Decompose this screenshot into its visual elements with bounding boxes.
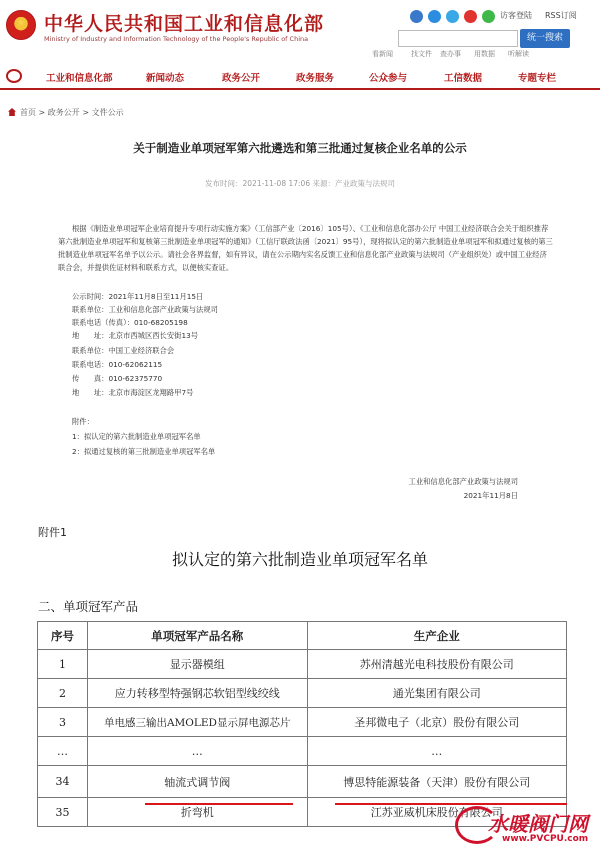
table-row bbox=[38, 766, 567, 798]
table-row bbox=[38, 737, 567, 766]
table-cell: 通光集团有限公司 bbox=[307, 679, 566, 708]
table-cell: 苏州清越光电科技股份有限公司 bbox=[307, 650, 566, 679]
highlight-underline bbox=[145, 803, 293, 805]
site-title[interactable]: 中华人民共和国工业和信息化部 bbox=[44, 13, 325, 35]
table-row bbox=[38, 650, 567, 679]
nav-item-topics[interactable]: 专题专栏 bbox=[518, 73, 557, 84]
nav-item-open-gov[interactable]: 政务公开 bbox=[222, 73, 261, 84]
table-cell: 圣邦微电子（北京）股份有限公司 bbox=[307, 708, 566, 737]
publish-meta: 发布时间：2021-11-08 17:06 来源：产业政策与法规司 bbox=[205, 179, 395, 188]
quick-link-interpret[interactable]: 听解读 bbox=[508, 50, 529, 58]
table-header-row bbox=[38, 622, 567, 650]
table-cell: 博思特能源装备（天津）股份有限公司 bbox=[307, 766, 566, 798]
home-icon bbox=[8, 108, 16, 116]
table-cell: 单电感三输出AMOLED显示屏电源芯片 bbox=[87, 708, 307, 737]
wechat-icon[interactable] bbox=[482, 10, 495, 23]
info-line: 传 真：010-62375770 bbox=[72, 374, 163, 383]
attachment-link-2[interactable]: 2：拟通过复核的第三批制造业单项冠军名单 bbox=[72, 447, 216, 456]
highlight-underline bbox=[335, 803, 567, 805]
column-header: 序号 bbox=[38, 622, 88, 650]
nav-item-ministry[interactable]: 工业和信息化部 bbox=[46, 73, 113, 84]
page-title: 关于制造业单项冠军第六批遴选和第三批通过复核企业名单的公示 bbox=[133, 141, 467, 155]
annex-title: 拟认定的第六批制造业单项冠军名单 bbox=[171, 550, 428, 569]
info-line: 联系单位：中国工业经济联合会 bbox=[72, 346, 175, 355]
annex-label: 附件1 bbox=[38, 526, 67, 539]
nav-item-data[interactable]: 工信数据 bbox=[444, 73, 483, 84]
champion-table bbox=[37, 621, 567, 827]
weibo-icon[interactable] bbox=[464, 10, 477, 23]
table-cell: 35 bbox=[38, 798, 88, 827]
info-line: 地 址：北京市西城区西长安街13号 bbox=[72, 331, 199, 340]
sign-date: 2021年11月8日 bbox=[463, 491, 518, 500]
table-cell: 显示器模组 bbox=[87, 650, 307, 679]
quick-link-news[interactable]: 看新闻 bbox=[372, 50, 393, 58]
table-cell: … bbox=[307, 737, 566, 766]
doc-body: 根据《制造业单项冠军企业培育提升专项行动实施方案》（工信部产业〔2016〕105号）、《工业和信息化部办公厅 中国工业经济联合会关于组织推荐第六批制造业单项冠军和复核第三批制造业单项冠军的通知》（工信厅联政法函〔2021〕95号），现将拟认定的第六批制造业单项冠军和拟通过复核的第三批制造业单项冠军名单予以公示。请社会各界监督，如有异议，请在公示期内实名反馈工业和信息化部产业政策与法规司（产业组织处）或中国工业经济联合会，并提供佐证材料和联系方式，以便核实查证。 bbox=[58, 224, 553, 272]
table-row bbox=[38, 708, 567, 737]
signer: 工业和信息化部产业政策与法规司 bbox=[408, 477, 518, 486]
table-cell: 轴流式调节阀 bbox=[87, 766, 307, 798]
table-cell: 江苏亚威机床股份有限公司 bbox=[307, 798, 566, 827]
quick-link-data[interactable]: 用数据 bbox=[474, 50, 495, 58]
breadcrumb[interactable]: 首页 > 政务公开 > 文件公示 bbox=[20, 108, 124, 117]
watermark-url: www.PVCPU.com bbox=[502, 834, 589, 844]
watermark-text: 水暖阀门网 bbox=[488, 812, 588, 836]
quick-link-services[interactable]: 查办事 bbox=[440, 50, 461, 58]
table-row bbox=[38, 679, 567, 708]
table-cell: 1 bbox=[38, 650, 88, 679]
info-line: 联系电话：010-62062115 bbox=[72, 360, 163, 369]
table-cell: 折弯机 bbox=[87, 798, 307, 827]
nav-item-participation[interactable]: 公众参与 bbox=[369, 73, 408, 84]
nav-item-news[interactable]: 新闻动态 bbox=[146, 73, 185, 84]
table-cell: 34 bbox=[38, 766, 88, 798]
national-emblem-icon bbox=[6, 10, 36, 40]
section-heading: 二、单项冠军产品 bbox=[38, 599, 139, 614]
site-subtitle: Ministry of Industry and Information Technology of the People's Republic of China bbox=[44, 35, 309, 43]
info-line: 联系单位：工业和信息化部产业政策与法规司 bbox=[72, 305, 218, 314]
nav-item-services[interactable]: 政务服务 bbox=[296, 73, 335, 84]
search-button[interactable]: 统一搜索 bbox=[520, 29, 570, 48]
table-cell: … bbox=[38, 737, 88, 766]
accessibility-icon[interactable] bbox=[428, 10, 441, 23]
table-cell: 2 bbox=[38, 679, 88, 708]
table-cell: 应力转移型特强钢芯软铝型线绞线 bbox=[87, 679, 307, 708]
column-header: 生产企业 bbox=[307, 622, 566, 650]
table-cell: … bbox=[87, 737, 307, 766]
info-line: 联系电话（传真）：010-68205198 bbox=[72, 318, 188, 327]
mobile-icon[interactable] bbox=[446, 10, 459, 23]
attachment-link-1[interactable]: 1：拟认定的第六批制造业单项冠军名单 bbox=[72, 432, 201, 441]
share-icon[interactable] bbox=[410, 10, 423, 23]
column-header: 单项冠军产品名称 bbox=[87, 622, 307, 650]
attachments-label: 附件： bbox=[72, 417, 94, 426]
home-logo-icon[interactable] bbox=[6, 69, 22, 83]
info-line: 公示时间：2021年11月8日至11月15日 bbox=[72, 292, 204, 301]
rss-link[interactable]: RSS订阅 bbox=[545, 11, 577, 20]
search-input[interactable] bbox=[398, 30, 518, 47]
quick-link-files[interactable]: 找文件 bbox=[411, 50, 432, 58]
login-link[interactable]: 访客登陆 bbox=[500, 11, 532, 20]
info-line: 地 址：北京市海淀区龙翔路甲7号 bbox=[72, 388, 194, 397]
table-cell: 3 bbox=[38, 708, 88, 737]
